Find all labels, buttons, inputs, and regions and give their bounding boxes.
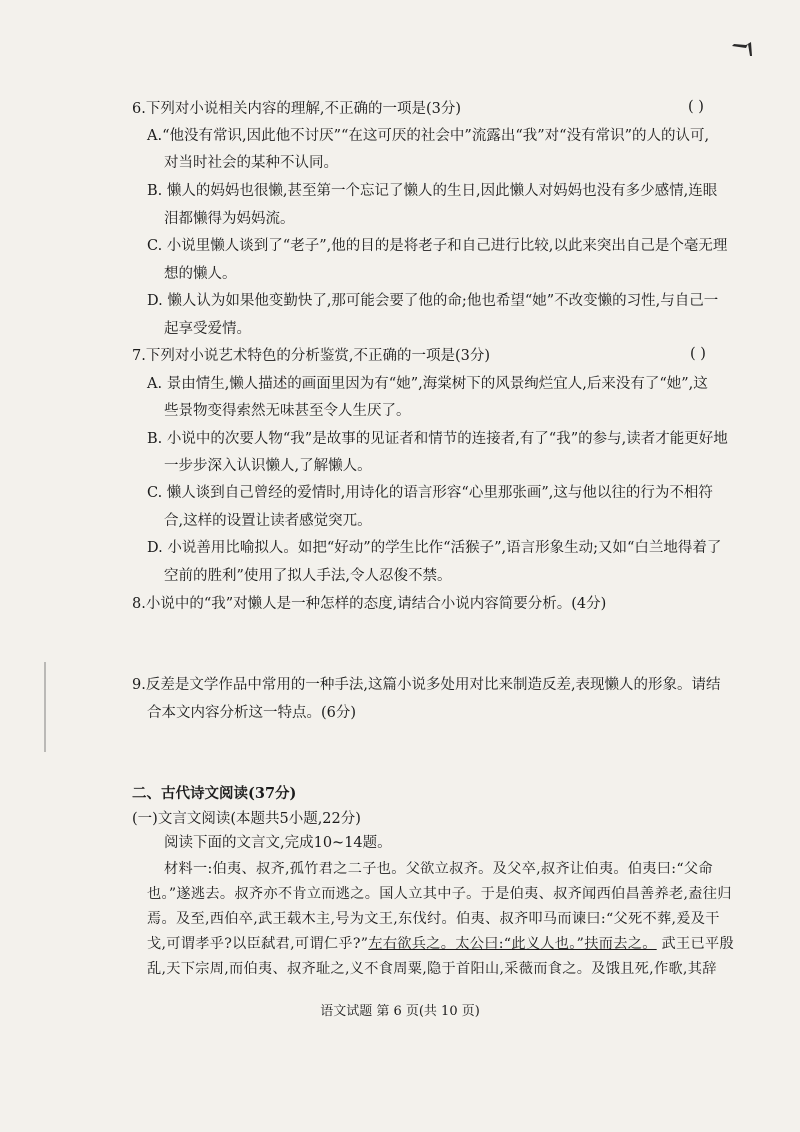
question-6-option-b-cont: 泪都懒得为妈妈流。 bbox=[164, 211, 295, 227]
passage-line-2: 也。”遂逃去。叔齐亦不肯立而逃之。国人立其中子。于是伯夷、叔齐闻西伯昌善养老,盍往归 bbox=[147, 886, 732, 902]
question-6-option-a: A.“他没有常识,因此他不讨厌”“在这可厌的社会中”流露出“我”对“没有常识”的人的认可, bbox=[147, 128, 710, 144]
scan-corner-mark bbox=[732, 42, 754, 58]
question-7-option-c: C. 懒人谈到自己曾经的爱情时,用诗化的语言形容“心里那张画”,这与他以往的行为不相符 bbox=[147, 485, 713, 501]
passage-line-4-part-a: 戈,可谓孝乎?以臣弑君,可谓仁乎?” bbox=[147, 936, 369, 952]
passage-line-5: 乱,天下宗周,而伯夷、叔齐耻之,义不食周粟,隐于首阳山,采薇而食之。及饿且死,作歌,其辞 bbox=[147, 961, 717, 977]
question-7-option-a-cont: 些景物变得索然无味甚至令人生厌了。 bbox=[164, 403, 411, 419]
passage-line-4-part-c: 武王已平殷 bbox=[661, 936, 734, 952]
question-7-option-d: D. 小说善用比喻拟人。如把“好动”的学生比作“活猴子”,语言形象生动;又如“白兰地得着了 bbox=[147, 540, 722, 556]
passage-line-4 bbox=[147, 934, 752, 954]
question-7-option-c-cont: 合,这样的设置让读者感觉突兀。 bbox=[164, 513, 372, 529]
question-7-option-b-cont: 一步步深入认识懒人,了解懒人。 bbox=[164, 458, 372, 474]
page-footer: 语文试题 第 6 页(共 10 页) bbox=[320, 1004, 480, 1019]
question-9-line-2: 合本文内容分析这一特点。(6分) bbox=[147, 705, 357, 721]
question-7-option-d-cont: 空前的胜利”使用了拟人手法,令人忍俊不禁。 bbox=[164, 568, 452, 584]
question-6-title: 6.下列对小说相关内容的理解,不正确的一项是(3分) bbox=[132, 101, 461, 117]
question-8: 8.小说中的“我”对懒人是一种怎样的态度,请结合小说内容简要分析。(4分) bbox=[132, 596, 607, 612]
question-6-option-a-cont: 对当时社会的某种不认同。 bbox=[164, 155, 338, 171]
question-6-option-d-cont: 起享受爱情。 bbox=[164, 321, 251, 337]
question-6-option-c: C. 小说里懒人谈到了“老子”,他的目的是将老子和自己进行比较,以此来突出自己是个毫无理 bbox=[147, 238, 728, 254]
passage-line-3: 焉。及至,西伯卒,武王载木主,号为文王,东伐纣。伯夷、叔齐叩马而谏曰:“父死不葬,爰及干 bbox=[147, 911, 720, 927]
question-6-answer-bracket: ( ) bbox=[688, 99, 704, 115]
question-7-option-b: B. 小说中的次要人物“我”是故事的见证者和情节的连接者,有了“我”的参与,读者才能更好地 bbox=[147, 431, 728, 447]
section-2-subheading: (一)文言文阅读(本题共5小题,22分) bbox=[132, 811, 361, 827]
reading-instruction: 阅读下面的文言文,完成10~14题。 bbox=[164, 835, 392, 851]
question-7-answer-bracket: ( ) bbox=[690, 346, 706, 362]
question-6-option-d: D. 懒人认为如果他变勤快了,那可能会要了他的命;他也希望“她”不改变懒的习性,与自己一 bbox=[147, 293, 719, 309]
question-6-option-b: B. 懒人的妈妈也很懒,甚至第一个忘记了懒人的生日,因此懒人对妈妈也没有多少感情,连眼 bbox=[147, 183, 718, 199]
question-7-title: 7.下列对小说艺术特色的分析鉴赏,不正确的一项是(3分) bbox=[132, 348, 490, 364]
passage-underlined-sentence: 左右欲兵之。太公曰:“此义人也。”扶而去之。 bbox=[368, 936, 657, 952]
passage-line-1: 材料一:伯夷、叔齐,孤竹君之二子也。父欲立叔齐。及父卒,叔齐让伯夷。伯夷曰:“父命 bbox=[164, 861, 713, 877]
question-6-option-c-cont: 想的懒人。 bbox=[164, 266, 237, 282]
section-2-heading: 二、古代诗文阅读(37分) bbox=[132, 785, 297, 802]
margin-fold-line bbox=[44, 662, 46, 752]
question-9-line-1: 9.反差是文学作品中常用的一种手法,这篇小说多处用对比来制造反差,表现懒人的形象。请结 bbox=[132, 677, 721, 693]
question-7-option-a: A. 景由情生,懒人描述的画面里因为有“她”,海棠树下的风景绚烂宜人,后来没有了“她”,这 bbox=[147, 376, 708, 392]
